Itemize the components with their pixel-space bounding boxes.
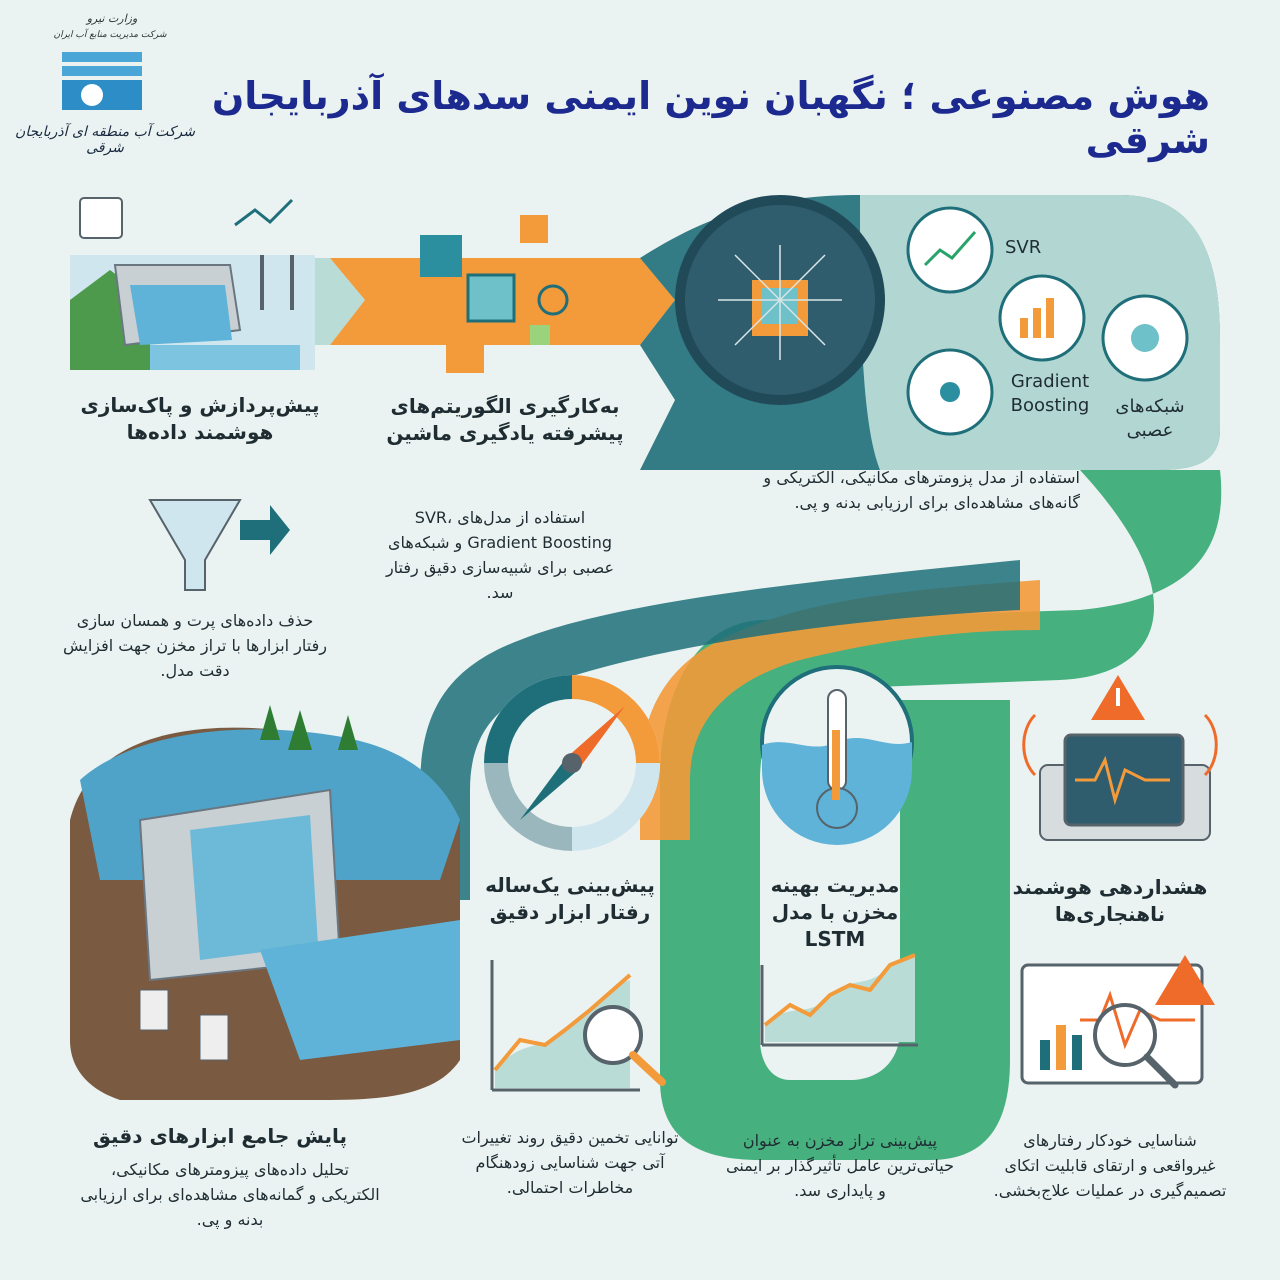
monitoring-body: تحلیل داده‌های پیزومترهای مکانیکی، الکتریکی و گمانه‌های مشاهده‌ای برای ارزیابی بدنه و پی. — [80, 1160, 380, 1229]
monitoring-title: پایش جامع ابزارهای دقیق — [92, 1124, 348, 1148]
neural-networks-label: شبکه‌های عصبی — [1115, 396, 1185, 441]
ml-title: به‌کارگیری الگوریتم‌های پیشرفته یادگیری ماشین — [386, 394, 624, 445]
forecast-chart-icon — [492, 960, 662, 1090]
compass-icon — [484, 675, 660, 851]
ministry-label: وزارت نیرو — [86, 12, 138, 25]
preprocess-title: پیش‌پردازش و پاک‌سازی هوشمند داده‌ها — [80, 393, 320, 444]
preprocess-body: حذف داده‌های پرت و همسان سازی رفتار ابزارها با تراز مخزن جهت افزایش دقت مدل. — [63, 611, 327, 680]
dam-illustration-small — [70, 198, 315, 370]
alert-body: شناسایی خودکار رفتارهای غیرواقعی و ارتقای قابلیت اتکای تصمیم‌گیری در عملیات علاج‌بخشی. — [993, 1131, 1227, 1200]
company-logo — [62, 52, 142, 112]
funnel-icon — [150, 500, 290, 590]
forecast-body: توانایی تخمین دقیق روند تغییرات آتی جهت شناسایی زودهنگام مخاطرات احتمالی. — [461, 1128, 679, 1197]
thermometer-icon — [762, 667, 912, 845]
svr-label: SVR — [1005, 237, 1042, 258]
ml-body: استفاده از مدل‌های SVR، Gradient Boosting و شبکه‌های عصبی برای شبیه‌سازی دقیق رفتار سد. — [385, 508, 615, 602]
page-title: هوش مصنوعی ؛ نگهبان نوین ایمنی سدهای آذربایجان شرقی — [211, 74, 1210, 162]
gradient-boosting-label: Gradient Boosting — [1010, 371, 1090, 416]
lstm-chart-icon — [762, 955, 918, 1045]
dam-illustration-large — [70, 705, 460, 1100]
forecast-title: پیش‌بینی یک‌ساله رفتار ابزار دقیق — [485, 873, 655, 924]
company-subtitle: شرکت مدیریت منابع آب ایران — [53, 30, 167, 40]
alert-monitor-icon — [1024, 675, 1217, 840]
company-name: شرکت آب منطقه ای آذربایجان شرقی — [15, 124, 195, 156]
lstm-body: پیش‌بینی تراز مخزن به عنوان حیاتی‌ترین عامل تأثیرگذار بر ایمنی و پایداری سد. — [726, 1131, 954, 1200]
alert-title: هشداردهی هوشمند ناهنجاری‌ها — [1012, 875, 1208, 926]
neural-hub-icon — [675, 195, 885, 405]
anomaly-screen-icon — [1022, 955, 1215, 1085]
lstm-title: مدیریت بهینه مخزن با مدل LSTM — [770, 873, 900, 951]
models-body: استفاده از مدل پزومترهای مکانیکی، الکتریکی و گانه‌های مشاهده‌ای برای ارزیابی بدنه و پی. — [763, 468, 1080, 512]
